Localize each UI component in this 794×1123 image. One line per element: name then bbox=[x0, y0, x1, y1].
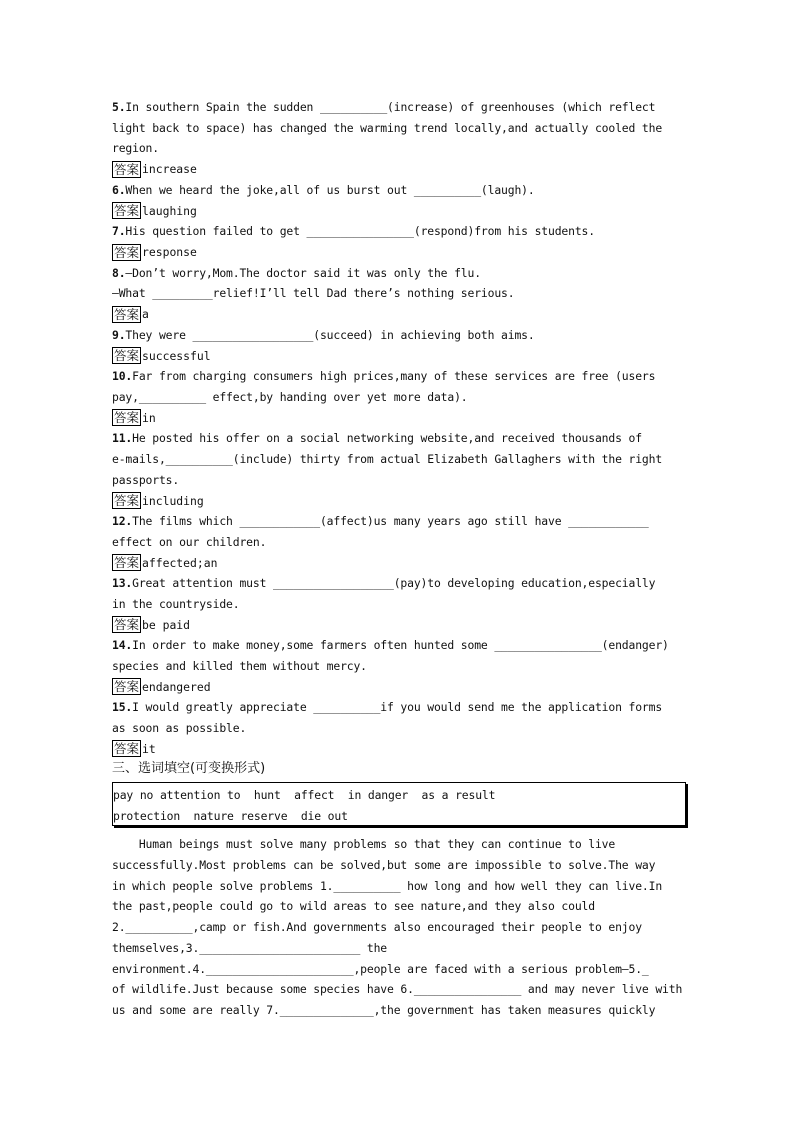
question-line bbox=[112, 283, 682, 304]
question-text: He posted his offer on a social networking website,and received thousands of bbox=[132, 431, 642, 446]
answer-text: increase bbox=[142, 162, 197, 177]
answer-label: 答案 bbox=[114, 306, 140, 322]
question-number: 5. bbox=[112, 100, 126, 114]
answer-row bbox=[112, 552, 682, 573]
answer-text: be paid bbox=[142, 617, 191, 632]
answer-label: 答案 bbox=[114, 410, 140, 426]
question-text: —What _________relief!I’ll tell Dad there’s nothing serious. bbox=[112, 286, 515, 301]
question-number: 15. bbox=[112, 700, 133, 715]
answer-row bbox=[112, 677, 682, 698]
question-line bbox=[112, 221, 682, 242]
question-line bbox=[112, 180, 682, 201]
question-text: Great attention must __________________(pay)to developing education,especially bbox=[132, 576, 656, 591]
question-number: 8. bbox=[112, 265, 126, 280]
passage-line: us and some are really 7.______________,the government has taken measures quickly bbox=[112, 1002, 656, 1017]
question-number: 9. bbox=[112, 327, 126, 342]
answer-row bbox=[112, 490, 682, 511]
question-line bbox=[112, 470, 682, 491]
passage-line: successfully.Most problems can be solved,but some are impossible to solve.The way bbox=[112, 858, 656, 873]
answer-row bbox=[112, 159, 682, 180]
word-box bbox=[112, 782, 686, 826]
question-text: His question failed to get ________________(respond)from his students. bbox=[125, 224, 595, 239]
passage bbox=[112, 834, 682, 1020]
answer-text: response bbox=[142, 245, 197, 260]
question-line bbox=[112, 573, 682, 594]
answer-text: in bbox=[142, 410, 156, 425]
question-line bbox=[112, 697, 682, 718]
passage-line: Human beings must solve many problems so that they can continue to live bbox=[112, 837, 616, 852]
answer-text: a bbox=[142, 307, 149, 322]
question-text: species and killed them without mercy. bbox=[112, 658, 367, 673]
question-line bbox=[112, 387, 682, 408]
answer-label: 答案 bbox=[114, 203, 140, 219]
document-page bbox=[112, 97, 682, 1021]
passage-line: of wildlife.Just because some species have 6.________________ and may never live with bbox=[112, 982, 683, 997]
question-number: 13. bbox=[112, 576, 133, 591]
question-line bbox=[112, 635, 682, 656]
question-text: region. bbox=[112, 141, 159, 156]
question-line bbox=[112, 325, 682, 346]
question-line bbox=[112, 138, 682, 159]
question-text: In order to make money,some farmers often hunted some ________________(endanger) bbox=[132, 638, 669, 653]
question-text: —Don’t worry,Mom.The doctor said it was only the flu. bbox=[125, 265, 481, 280]
section-title: 三、选词填空(可变换形式) bbox=[112, 761, 266, 777]
passage-line: 2.__________,camp or fish.And governments also encouraged their people to enjoy bbox=[112, 920, 642, 935]
question-text: When we heard the joke,all of us burst out __________(laugh). bbox=[125, 182, 535, 197]
question-number: 14. bbox=[112, 638, 133, 653]
answer-label: 答案 bbox=[114, 493, 140, 509]
answer-label: 答案 bbox=[114, 348, 140, 364]
question-line bbox=[112, 449, 682, 470]
answer-label: 答案 bbox=[114, 244, 140, 260]
answer-label: 答案 bbox=[114, 741, 140, 757]
answer-row bbox=[112, 345, 682, 366]
question-text: They were __________________(succeed) in achieving both aims. bbox=[125, 327, 535, 342]
answer-row bbox=[112, 407, 682, 428]
passage-line: the past,people could go to wild areas to see nature,and they also could bbox=[112, 899, 595, 914]
question-text: e-mails,__________(include) thirty from actual Elizabeth Gallaghers with the right bbox=[112, 451, 663, 466]
question-line bbox=[112, 656, 682, 677]
answer-label: 答案 bbox=[114, 679, 140, 695]
question-text: as soon as possible. bbox=[112, 720, 247, 735]
answer-row bbox=[112, 304, 682, 325]
question-line bbox=[112, 511, 682, 532]
answer-row bbox=[112, 201, 682, 222]
question-number: 6. bbox=[112, 182, 126, 197]
question-line bbox=[112, 263, 682, 284]
question-text: I would greatly appreciate __________if you would send me the application forms bbox=[132, 700, 663, 715]
question-line bbox=[112, 366, 682, 387]
question-text: in the countryside. bbox=[112, 596, 240, 611]
passage-line: in which people solve problems 1.__________ how long and how well they can live.In bbox=[112, 878, 663, 893]
word-box-line: pay no attention to hunt affect in danger as a result bbox=[113, 788, 496, 803]
answer-row bbox=[112, 242, 682, 263]
answer-text: laughing bbox=[142, 203, 197, 218]
question-line bbox=[112, 718, 682, 739]
answer-text: endangered bbox=[142, 679, 211, 694]
question-number: 11. bbox=[112, 431, 133, 446]
question-number: 10. bbox=[112, 369, 133, 384]
question-text: Far from charging consumers high prices,many of these services are free (users bbox=[132, 369, 656, 384]
answer-text: successful bbox=[142, 348, 211, 363]
answer-text: it bbox=[142, 741, 156, 756]
question-line bbox=[112, 594, 682, 615]
answer-label: 答案 bbox=[114, 161, 140, 177]
answer-row bbox=[112, 739, 682, 760]
question-number: 7. bbox=[112, 224, 126, 239]
passage-line: environment.4.______________________,people are faced with a serious problem—5._ bbox=[112, 961, 649, 976]
answer-label: 答案 bbox=[114, 555, 140, 571]
answer-row bbox=[112, 614, 682, 635]
question-line bbox=[112, 97, 682, 118]
answer-text: affected;an bbox=[142, 555, 218, 570]
question-number: 12. bbox=[112, 513, 133, 528]
question-line bbox=[112, 428, 682, 449]
question-text: light back to space) has changed the warming trend locally,and actually cooled the bbox=[112, 120, 663, 135]
answer-label: 答案 bbox=[114, 617, 140, 633]
question-text: passports. bbox=[112, 472, 180, 487]
answer-text: including bbox=[142, 493, 204, 508]
question-text: effect on our children. bbox=[112, 534, 267, 549]
question-text: In southern Spain the sudden __________(increase) of greenhouses (which reflect bbox=[125, 100, 656, 114]
word-box-line: protection nature reserve die out bbox=[113, 809, 348, 824]
question-line bbox=[112, 532, 682, 553]
question-line bbox=[112, 118, 682, 139]
question-text: The films which ____________(affect)us many years ago still have ____________ bbox=[132, 513, 649, 528]
passage-line: themselves,3.________________________ the bbox=[112, 940, 388, 955]
question-text: pay,__________ effect,by handing over yet more data). bbox=[112, 389, 468, 404]
